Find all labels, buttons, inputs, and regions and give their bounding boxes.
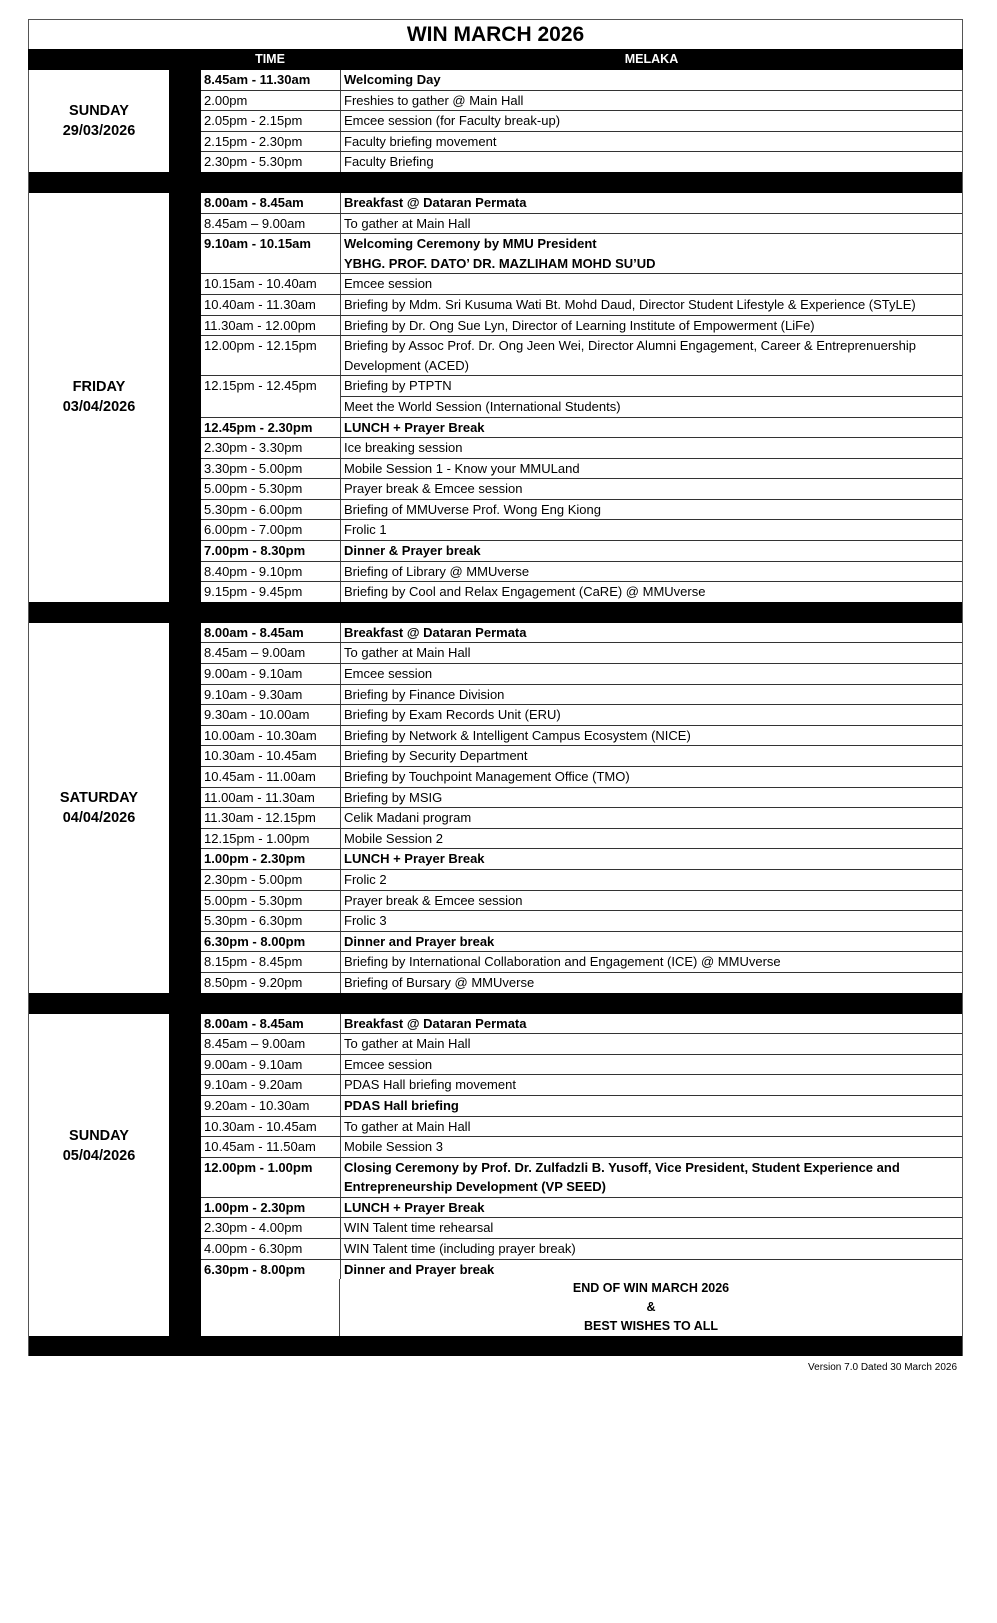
activity-text: Briefing by Assoc Prof. Dr. Ong Jeen Wei, Director Alumni Engagement, Career & Entreprenuership bbox=[344, 338, 917, 354]
table-row bbox=[201, 1137, 962, 1158]
time-cell: 12.45pm - 2.30pm bbox=[201, 418, 341, 438]
activity-cell bbox=[341, 705, 962, 725]
activity-text: Emcee session bbox=[344, 276, 433, 292]
activity-text: Briefing by Mdm. Sri Kusuma Wati Bt. Mohd Daud, Director Student Lifestyle & Experience (STyLE) bbox=[344, 296, 916, 312]
time-cell bbox=[201, 397, 341, 417]
time-cell: 2.15pm - 2.30pm bbox=[201, 132, 341, 152]
schedule-table bbox=[28, 19, 963, 1356]
table-row bbox=[201, 376, 962, 397]
time-cell: 9.10am - 9.20am bbox=[201, 1075, 341, 1095]
time-cell: 11.30am - 12.00pm bbox=[201, 316, 341, 336]
activity-cell bbox=[341, 111, 962, 131]
activity-cell bbox=[341, 234, 962, 273]
activity-text: Briefing by Exam Records Unit (ERU) bbox=[344, 707, 561, 723]
table-row bbox=[201, 829, 962, 850]
activity-cell bbox=[341, 849, 962, 869]
day-block bbox=[28, 193, 963, 602]
activity-cell bbox=[341, 767, 962, 787]
activity-text: Breakfast @ Dataran Permata bbox=[344, 1015, 527, 1031]
activity-cell bbox=[341, 685, 962, 705]
time-cell: 6.00pm - 7.00pm bbox=[201, 520, 341, 540]
time-cell: 9.20am - 10.30am bbox=[201, 1096, 341, 1116]
activity-text: Briefing by Network & Intelligent Campus Ecosystem (NICE) bbox=[344, 727, 691, 743]
table-row bbox=[201, 111, 962, 132]
time-cell: 2.00pm bbox=[201, 91, 341, 111]
table-row bbox=[201, 767, 962, 788]
table-row bbox=[201, 911, 962, 932]
activity-text: LUNCH + Prayer Break bbox=[344, 419, 485, 435]
table-row bbox=[201, 726, 962, 747]
table-row bbox=[201, 316, 962, 337]
activity-text: Briefing of MMUverse Prof. Wong Eng Kiong bbox=[344, 501, 601, 517]
day-blocks bbox=[28, 70, 963, 1279]
activity-text-continued: Entrepreneurship Development (VP SEED) bbox=[344, 1179, 606, 1195]
activity-cell bbox=[341, 562, 962, 582]
activity-text: Freshies to gather @ Main Hall bbox=[344, 92, 524, 108]
activity-cell bbox=[341, 1239, 962, 1259]
activity-cell bbox=[341, 664, 962, 684]
time-cell: 5.00pm - 5.30pm bbox=[201, 479, 341, 499]
activity-text: LUNCH + Prayer Break bbox=[344, 1199, 485, 1215]
activity-cell bbox=[341, 911, 962, 931]
activity-text: Celik Madani program bbox=[344, 810, 472, 826]
activity-text: Ice breaking session bbox=[344, 440, 463, 456]
activity-cell bbox=[341, 746, 962, 766]
activity-text: To gather at Main Hall bbox=[344, 215, 471, 231]
table-row bbox=[201, 932, 962, 953]
activity-text: Emcee session bbox=[344, 666, 433, 682]
activity-text: Dinner and Prayer break bbox=[344, 1261, 495, 1277]
activity-text: To gather at Main Hall bbox=[344, 1036, 471, 1052]
activity-cell bbox=[341, 1096, 962, 1116]
activity-cell bbox=[341, 891, 962, 911]
day-date: 29/03/2026 bbox=[62, 122, 136, 139]
time-cell: 8.45am - 11.30am bbox=[201, 70, 341, 90]
activity-text: Emcee session bbox=[344, 1056, 433, 1072]
activity-text: Briefing of Library @ MMUverse bbox=[344, 563, 530, 579]
time-cell: 9.10am - 10.15am bbox=[201, 234, 341, 273]
activity-text: Dinner & Prayer break bbox=[344, 543, 481, 559]
time-cell: 10.45am - 11.00am bbox=[201, 767, 341, 787]
table-row bbox=[201, 746, 962, 767]
table-row bbox=[201, 562, 962, 583]
time-cell: 1.00pm - 2.30pm bbox=[201, 849, 341, 869]
time-cell: 2.30pm - 4.00pm bbox=[201, 1218, 341, 1238]
activity-cell bbox=[341, 500, 962, 520]
table-row bbox=[201, 685, 962, 706]
activity-cell bbox=[341, 1117, 962, 1137]
table-row bbox=[201, 214, 962, 235]
time-cell: 8.15pm - 8.45pm bbox=[201, 952, 341, 972]
day-separator bbox=[28, 993, 963, 1014]
day-block bbox=[28, 623, 963, 993]
time-cell: 12.15pm - 1.00pm bbox=[201, 829, 341, 849]
time-cell: 12.15pm - 12.45pm bbox=[201, 376, 341, 397]
document-title: WIN MARCH 2026 bbox=[28, 19, 963, 49]
activity-text-continued: YBHG. PROF. DATO’ DR. MAZLIHAM MOHD SU’UD bbox=[344, 255, 656, 271]
table-row bbox=[201, 1198, 962, 1219]
day-label bbox=[29, 1014, 169, 1280]
time-cell: 8.40pm - 9.10pm bbox=[201, 562, 341, 582]
table-row bbox=[201, 1096, 962, 1117]
day-label bbox=[29, 193, 169, 602]
time-cell: 6.30pm - 8.00pm bbox=[201, 932, 341, 952]
time-cell: 10.45am - 11.50am bbox=[201, 1137, 341, 1157]
activity-cell bbox=[341, 623, 962, 643]
closing-bar bbox=[28, 1336, 963, 1356]
activity-cell bbox=[341, 316, 962, 336]
time-cell: 3.30pm - 5.00pm bbox=[201, 459, 341, 479]
table-row bbox=[201, 582, 962, 602]
time-cell: 2.30pm - 5.00pm bbox=[201, 870, 341, 890]
activity-cell bbox=[341, 582, 962, 602]
activity-cell bbox=[341, 152, 962, 172]
activity-text: Mobile Session 3 bbox=[344, 1139, 443, 1155]
time-cell: 9.30am - 10.00am bbox=[201, 705, 341, 725]
activity-text: Dinner and Prayer break bbox=[344, 933, 495, 949]
schedule-rows bbox=[201, 70, 962, 172]
activity-text: Frolic 2 bbox=[344, 871, 387, 887]
header-time: TIME bbox=[255, 52, 285, 66]
activity-cell bbox=[341, 438, 962, 458]
day-block bbox=[28, 70, 963, 172]
day-date: 05/04/2026 bbox=[62, 1148, 136, 1165]
table-row bbox=[201, 664, 962, 685]
time-cell: 6.30pm - 8.00pm bbox=[201, 1260, 341, 1280]
time-cell: 8.45am – 9.00am bbox=[201, 214, 341, 234]
activity-text: Mobile Session 1 - Know your MMULand bbox=[344, 460, 580, 476]
time-cell: 10.30am - 10.45am bbox=[201, 746, 341, 766]
activity-cell bbox=[341, 336, 962, 375]
activity-cell bbox=[341, 1218, 962, 1238]
table-row bbox=[201, 1034, 962, 1055]
activity-text: Briefing by PTPTN bbox=[344, 378, 452, 394]
activity-cell bbox=[341, 376, 962, 397]
time-cell: 2.30pm - 3.30pm bbox=[201, 438, 341, 458]
activity-cell bbox=[341, 541, 962, 561]
activity-cell bbox=[341, 91, 962, 111]
activity-text: To gather at Main Hall bbox=[344, 1118, 471, 1134]
activity-cell bbox=[341, 932, 962, 952]
day-name: SUNDAY bbox=[69, 102, 129, 119]
time-cell: 2.05pm - 2.15pm bbox=[201, 111, 341, 131]
table-row bbox=[201, 438, 962, 459]
table-row bbox=[201, 418, 962, 439]
activity-text: Prayer break & Emcee session bbox=[344, 481, 523, 497]
table-row bbox=[201, 849, 962, 870]
day-separator bbox=[28, 172, 963, 193]
table-row bbox=[201, 705, 962, 726]
table-row bbox=[201, 397, 962, 418]
table-row bbox=[201, 973, 962, 993]
time-cell: 8.00am - 8.45am bbox=[201, 1014, 341, 1034]
activity-text: Briefing of Bursary @ MMUverse bbox=[344, 974, 535, 990]
activity-cell bbox=[341, 397, 962, 417]
table-row bbox=[201, 193, 962, 214]
activity-text: Frolic 1 bbox=[344, 522, 387, 538]
time-cell: 8.45am – 9.00am bbox=[201, 1034, 341, 1054]
activity-text: Prayer break & Emcee session bbox=[344, 892, 523, 908]
activity-cell bbox=[341, 870, 962, 890]
closing-message bbox=[340, 1279, 962, 1336]
activity-text: Welcoming Ceremony by MMU President bbox=[344, 236, 597, 252]
table-row bbox=[201, 520, 962, 541]
activity-cell bbox=[341, 829, 962, 849]
time-cell: 5.30pm - 6.00pm bbox=[201, 500, 341, 520]
table-header bbox=[28, 49, 963, 70]
activity-cell bbox=[341, 295, 962, 315]
table-row bbox=[201, 1014, 962, 1035]
time-cell: 8.45am – 9.00am bbox=[201, 643, 341, 663]
day-block bbox=[28, 1014, 963, 1280]
time-cell: 11.00am - 11.30am bbox=[201, 788, 341, 808]
activity-cell bbox=[341, 274, 962, 294]
activity-text: Faculty Briefing bbox=[344, 154, 434, 170]
table-row bbox=[201, 643, 962, 664]
activity-text: Meet the World Session (International Students) bbox=[344, 398, 621, 414]
activity-text: Faculty briefing movement bbox=[344, 133, 497, 149]
closing-day-cell bbox=[29, 1279, 169, 1336]
table-row bbox=[201, 1055, 962, 1076]
activity-cell bbox=[341, 1137, 962, 1157]
day-name: SUNDAY bbox=[69, 1128, 129, 1145]
time-cell: 5.30pm - 6.30pm bbox=[201, 911, 341, 931]
time-cell: 10.30am - 10.45am bbox=[201, 1117, 341, 1137]
activity-cell bbox=[341, 132, 962, 152]
activity-text: Briefing by Finance Division bbox=[344, 686, 505, 702]
activity-text: PDAS Hall briefing bbox=[344, 1097, 459, 1113]
activity-text: WIN Talent time rehearsal bbox=[344, 1220, 494, 1236]
time-cell: 10.40am - 11.30am bbox=[201, 295, 341, 315]
table-row bbox=[201, 274, 962, 295]
time-cell: 9.15pm - 9.45pm bbox=[201, 582, 341, 602]
table-row bbox=[201, 1117, 962, 1138]
day-date: 04/04/2026 bbox=[62, 809, 136, 826]
day-separator bbox=[28, 602, 963, 623]
time-cell: 9.00am - 9.10am bbox=[201, 664, 341, 684]
day-date: 03/04/2026 bbox=[62, 399, 136, 416]
activity-cell bbox=[341, 726, 962, 746]
table-row bbox=[201, 808, 962, 829]
table-row bbox=[201, 132, 962, 153]
activity-cell bbox=[341, 214, 962, 234]
activity-text: Briefing by International Collaboration and Engagement (ICE) @ MMUverse bbox=[344, 954, 781, 970]
activity-cell bbox=[341, 1034, 962, 1054]
closing-line-1: END OF WIN MARCH 2026 bbox=[572, 1281, 730, 1296]
activity-text-continued: Development (ACED) bbox=[344, 357, 469, 373]
activity-cell bbox=[341, 643, 962, 663]
day-name: FRIDAY bbox=[72, 379, 126, 396]
activity-text: Breakfast @ Dataran Permata bbox=[344, 624, 527, 640]
table-row bbox=[201, 295, 962, 316]
activity-text: Closing Ceremony by Prof. Dr. Zulfadzli B. Yusoff, Vice President, Student Experience and bbox=[344, 1159, 900, 1175]
activity-text: WIN Talent time (including prayer break) bbox=[344, 1241, 576, 1257]
closing-row bbox=[28, 1279, 963, 1336]
activity-text: Briefing by Touchpoint Management Office (TMO) bbox=[344, 769, 630, 784]
time-cell: 9.00am - 9.10am bbox=[201, 1055, 341, 1075]
activity-cell bbox=[341, 418, 962, 438]
activity-cell bbox=[341, 808, 962, 828]
table-row bbox=[201, 952, 962, 973]
activity-cell bbox=[341, 1158, 962, 1197]
table-row bbox=[201, 1239, 962, 1260]
header-location: MELAKA bbox=[624, 52, 679, 66]
activity-cell bbox=[341, 70, 962, 90]
time-cell: 1.00pm - 2.30pm bbox=[201, 1198, 341, 1218]
table-row bbox=[201, 336, 962, 376]
schedule-rows bbox=[201, 623, 962, 993]
time-cell: 12.00pm - 12.15pm bbox=[201, 336, 341, 375]
time-cell: 7.00pm - 8.30pm bbox=[201, 541, 341, 561]
table-row bbox=[201, 891, 962, 912]
activity-cell bbox=[341, 479, 962, 499]
day-label bbox=[29, 623, 169, 993]
activity-text: To gather at Main Hall bbox=[344, 645, 471, 661]
day-label bbox=[29, 70, 169, 172]
activity-cell bbox=[341, 193, 962, 213]
activity-text: PDAS Hall briefing movement bbox=[344, 1077, 516, 1093]
table-row bbox=[201, 70, 962, 91]
activity-text: Briefing by Cool and Relax Engagement (CaRE) @ MMUverse bbox=[344, 584, 706, 600]
table-row bbox=[201, 1218, 962, 1239]
activity-cell bbox=[341, 520, 962, 540]
time-cell: 10.15am - 10.40am bbox=[201, 274, 341, 294]
closing-line-3: BEST WISHES TO ALL bbox=[583, 1319, 719, 1334]
activity-cell bbox=[341, 1075, 962, 1095]
activity-text: Breakfast @ Dataran Permata bbox=[344, 194, 527, 210]
table-row bbox=[201, 500, 962, 521]
activity-text: LUNCH + Prayer Break bbox=[344, 851, 485, 867]
activity-cell bbox=[341, 1198, 962, 1218]
activity-text: Emcee session (for Faculty break-up) bbox=[344, 113, 561, 129]
activity-cell bbox=[341, 1014, 962, 1034]
activity-cell bbox=[341, 952, 962, 972]
time-cell: 5.00pm - 5.30pm bbox=[201, 891, 341, 911]
activity-cell bbox=[341, 788, 962, 808]
table-row bbox=[201, 1158, 962, 1198]
day-name: SATURDAY bbox=[59, 789, 139, 806]
table-row bbox=[201, 870, 962, 891]
time-cell: 12.00pm - 1.00pm bbox=[201, 1158, 341, 1197]
table-row bbox=[201, 152, 962, 172]
activity-text: Frolic 3 bbox=[344, 913, 387, 929]
table-row bbox=[201, 1260, 962, 1280]
time-cell: 9.10am - 9.30am bbox=[201, 685, 341, 705]
closing-time-cell bbox=[201, 1279, 340, 1336]
time-cell: 11.30am - 12.15pm bbox=[201, 808, 341, 828]
activity-cell bbox=[341, 1260, 962, 1280]
schedule-rows bbox=[201, 193, 962, 602]
schedule-rows bbox=[201, 1014, 962, 1280]
activity-text: Briefing by Security Department bbox=[344, 748, 528, 764]
table-row bbox=[201, 541, 962, 562]
time-cell: 2.30pm - 5.30pm bbox=[201, 152, 341, 172]
table-row bbox=[201, 91, 962, 112]
activity-cell bbox=[341, 1055, 962, 1075]
table-row bbox=[201, 479, 962, 500]
table-row bbox=[201, 788, 962, 809]
time-cell: 4.00pm - 6.30pm bbox=[201, 1239, 341, 1259]
activity-text: Briefing by Dr. Ong Sue Lyn, Director of Learning Institute of Empowerment (LiFe) bbox=[344, 317, 815, 333]
activity-text: Welcoming Day bbox=[344, 72, 441, 87]
time-cell: 8.00am - 8.45am bbox=[201, 623, 341, 643]
table-row bbox=[201, 623, 962, 644]
table-row bbox=[201, 234, 962, 274]
activity-cell bbox=[341, 459, 962, 479]
time-cell: 8.00am - 8.45am bbox=[201, 193, 341, 213]
activity-text: Briefing by MSIG bbox=[344, 789, 443, 805]
version-note: Version 7.0 Dated 30 March 2026 bbox=[808, 1362, 957, 1373]
closing-line-2: & bbox=[646, 1300, 656, 1315]
table-row bbox=[201, 1075, 962, 1096]
table-row bbox=[201, 459, 962, 480]
activity-text: Mobile Session 2 bbox=[344, 830, 443, 846]
time-cell: 8.50pm - 9.20pm bbox=[201, 973, 341, 993]
time-cell: 10.00am - 10.30am bbox=[201, 726, 341, 746]
activity-cell bbox=[341, 973, 962, 993]
